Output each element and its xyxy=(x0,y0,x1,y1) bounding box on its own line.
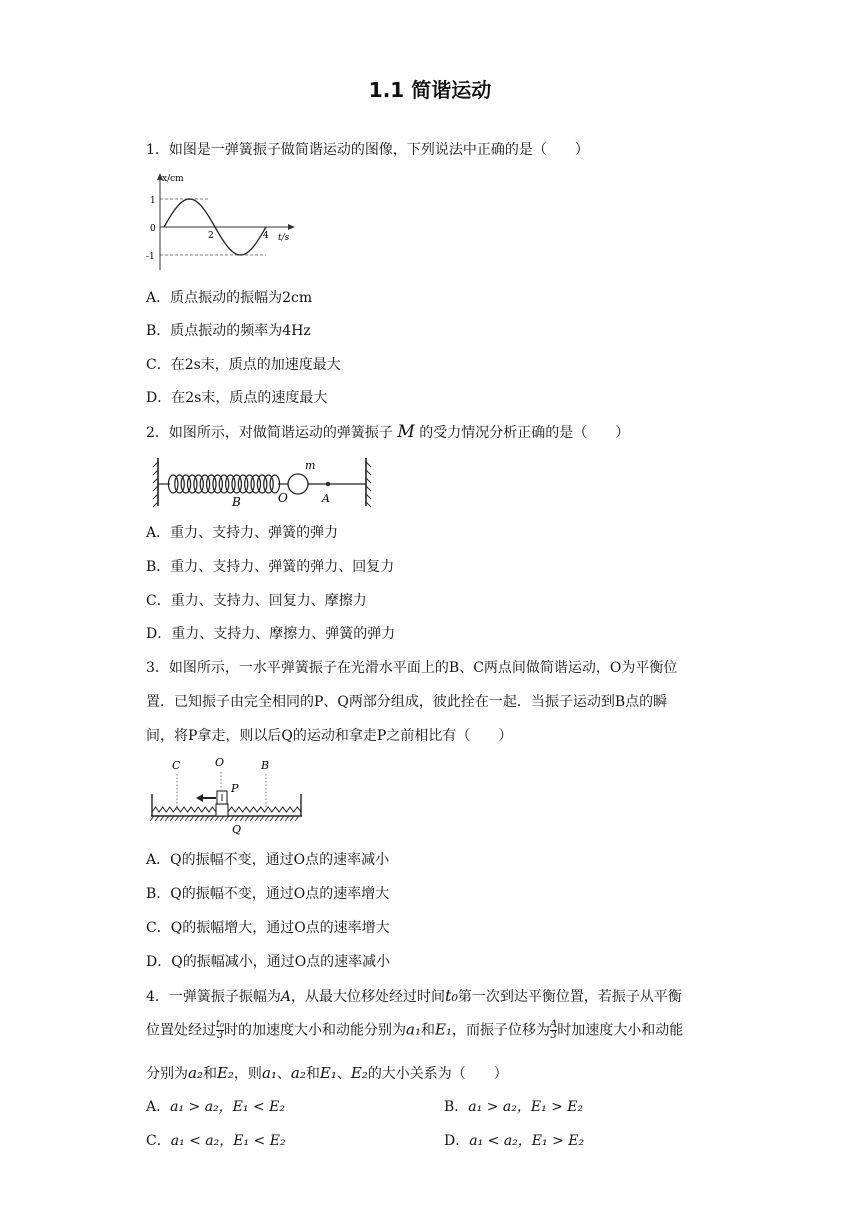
question-3-line-3: 间，将P拿走，则以后Q的运动和拿走P之前相比有（ ） xyxy=(146,728,513,744)
q4-option-d[interactable] xyxy=(444,1132,584,1150)
q1-x-axis-arrow xyxy=(288,224,295,230)
q4-option-expr: a₁ > a₂，E₁ > E₂ xyxy=(468,1099,584,1115)
q2-option-c[interactable]: C．重力、支持力、回复力、摩擦力 xyxy=(146,593,367,609)
q4-var-t0: t₀ xyxy=(445,986,458,1005)
q4-var-E2: E₂ xyxy=(350,1064,368,1082)
q1-option-b[interactable]: B．质点振动的频率为4Hz xyxy=(146,323,311,339)
q4-frac-den: 3 xyxy=(216,1030,224,1041)
q4-text: 位置处经过 xyxy=(146,1022,216,1039)
q4-var-a1: a₁ xyxy=(261,1064,277,1082)
q4-option-expr: a₁ > a₂，E₁ < E₂ xyxy=(170,1099,285,1115)
q3-label-c: C xyxy=(172,759,181,772)
q4-text: 分别为 xyxy=(146,1066,188,1082)
q4-option-letter: A． xyxy=(146,1099,171,1115)
q4-option-expr: a₁ < a₂，E₁ > E₂ xyxy=(469,1133,585,1149)
q2-stem-pre: 2．如图所示，对做简谐运动的弹簧振子 xyxy=(146,425,393,441)
q4-frac-t0-3 xyxy=(216,1020,224,1041)
q3-label-p: P xyxy=(231,782,239,795)
question-2-stem xyxy=(146,423,629,442)
q3-left-spring xyxy=(152,807,216,812)
q3-option-c[interactable]: C．Q的振幅增大，通过O点的速率增大 xyxy=(146,920,390,936)
q4-frac-num: A xyxy=(549,1019,558,1030)
q4-option-letter: B． xyxy=(444,1099,469,1115)
q4-var-a2: a₂ xyxy=(290,1064,306,1082)
q4-frac-num: t₀ xyxy=(216,1019,225,1030)
q1-option-c[interactable]: C．在2s末，质点的加速度最大 xyxy=(146,357,341,373)
q3-block-q xyxy=(216,804,228,816)
q4-text: 、 xyxy=(276,1066,291,1082)
question-3-line-1: 3．如图所示，一水平弹簧振子在光滑水平面上的B、C两点间做简谐运动，O为平衡位 xyxy=(146,660,678,676)
q3-label-b: B xyxy=(261,759,270,772)
q4-var-E2: E₂ xyxy=(216,1064,234,1082)
q4-option-c[interactable] xyxy=(146,1132,286,1150)
q1-ytick-1: 1 xyxy=(150,196,156,206)
q1-xlabel: t/s xyxy=(278,233,290,243)
q4-text: 4．一弹簧振子振幅为 xyxy=(146,989,281,1005)
q4-text: 时加速度大小和动能 xyxy=(557,1022,684,1039)
q3-label-q: Q xyxy=(232,823,242,836)
question-4-line-3 xyxy=(146,1064,508,1083)
q1-ytick-neg1: -1 xyxy=(146,252,155,262)
q4-var-E1: E₁ xyxy=(319,1064,337,1082)
q4-var-E1: E₁ xyxy=(435,1020,452,1039)
q4-var-a1: a₁ xyxy=(406,1020,421,1039)
q3-velocity-arrow xyxy=(196,794,203,802)
q1-option-d[interactable]: D．在2s末，质点的速度最大 xyxy=(146,390,328,406)
q4-text: 的大小关系为（ ） xyxy=(367,1066,508,1082)
q2-label-a: A xyxy=(322,492,330,505)
q2-stem-post: 的受力情况分析正确的是（ ） xyxy=(419,425,630,441)
q4-text: 时的加速度大小和动能分别为 xyxy=(224,1022,407,1039)
q4-text: 和 xyxy=(305,1066,320,1082)
q4-frac-den: 3 xyxy=(550,1030,557,1041)
q3-label-o: O xyxy=(215,756,225,769)
q4-option-letter: D． xyxy=(444,1133,470,1149)
q3-option-a[interactable]: A．Q的振幅不变，通过O点的速率减小 xyxy=(146,852,390,868)
q2-label-b: B xyxy=(232,495,241,509)
q4-option-b[interactable] xyxy=(444,1098,583,1116)
q1-ytick-0: 0 xyxy=(150,224,156,234)
q4-var-a2: a₂ xyxy=(188,1064,203,1082)
q2-option-b[interactable]: B．重力、支持力、弹簧的弹力、回复力 xyxy=(146,559,395,575)
q4-text: 和 xyxy=(202,1066,217,1082)
question-1-stem: 1．如图是一弹簧振子做简谐运动的图像，下列说法中正确的是（ ） xyxy=(146,142,589,158)
q2-ball xyxy=(288,474,308,494)
q2-option-a[interactable]: A．重力、支持力、弹簧的弹力 xyxy=(146,525,339,541)
q2-option-d[interactable]: D．重力、支持力、摩擦力、弹簧的弹力 xyxy=(146,626,396,642)
q1-xtick-4: 4 xyxy=(263,231,269,241)
q3-spring-oscillator-figure xyxy=(146,752,310,836)
q4-var-A: A xyxy=(280,989,292,1005)
q2-spring-oscillator-figure xyxy=(150,454,380,512)
q2-point-a xyxy=(326,482,330,486)
q4-text: ，则 xyxy=(233,1066,262,1082)
q1-displacement-time-graph xyxy=(140,170,300,274)
question-4-line-2 xyxy=(146,1020,683,1041)
q3-right-spring xyxy=(228,807,301,812)
q1-xtick-2: 2 xyxy=(208,231,214,241)
q4-text: ，而振子位移为 xyxy=(451,1022,550,1039)
question-4-line-1 xyxy=(146,987,682,1006)
q3-option-d[interactable]: D．Q的振幅减小，通过O点的速率减小 xyxy=(146,954,391,970)
q4-option-letter: C． xyxy=(146,1133,171,1149)
q2-label-m: m xyxy=(305,459,316,472)
q4-text: ，从最大位移处经过时间 xyxy=(291,989,446,1005)
q2-stem-var: M xyxy=(397,422,415,442)
q4-option-expr: a₁ < a₂，E₁ < E₂ xyxy=(170,1133,286,1149)
q2-label-o: O xyxy=(278,491,288,505)
q4-text: 第一次到达平衡位置，若振子从平衡 xyxy=(457,989,682,1005)
q1-option-a[interactable]: A．质点振动的振幅为2cm xyxy=(146,290,313,306)
page-title: 1.1 简谐运动 xyxy=(368,78,492,102)
q4-option-a[interactable] xyxy=(146,1098,285,1116)
q4-text: 、 xyxy=(336,1066,351,1082)
q1-ylabel: x/cm xyxy=(162,174,184,184)
question-3-line-2: 置．已知振子由完全相同的P、Q两部分组成，彼此拴在一起．当振子运动到B点的瞬 xyxy=(146,694,668,710)
q3-option-b[interactable]: B．Q的振幅不变，通过O点的速率增大 xyxy=(146,886,390,902)
q2-spring xyxy=(168,475,279,493)
q4-text: 和 xyxy=(421,1022,435,1039)
